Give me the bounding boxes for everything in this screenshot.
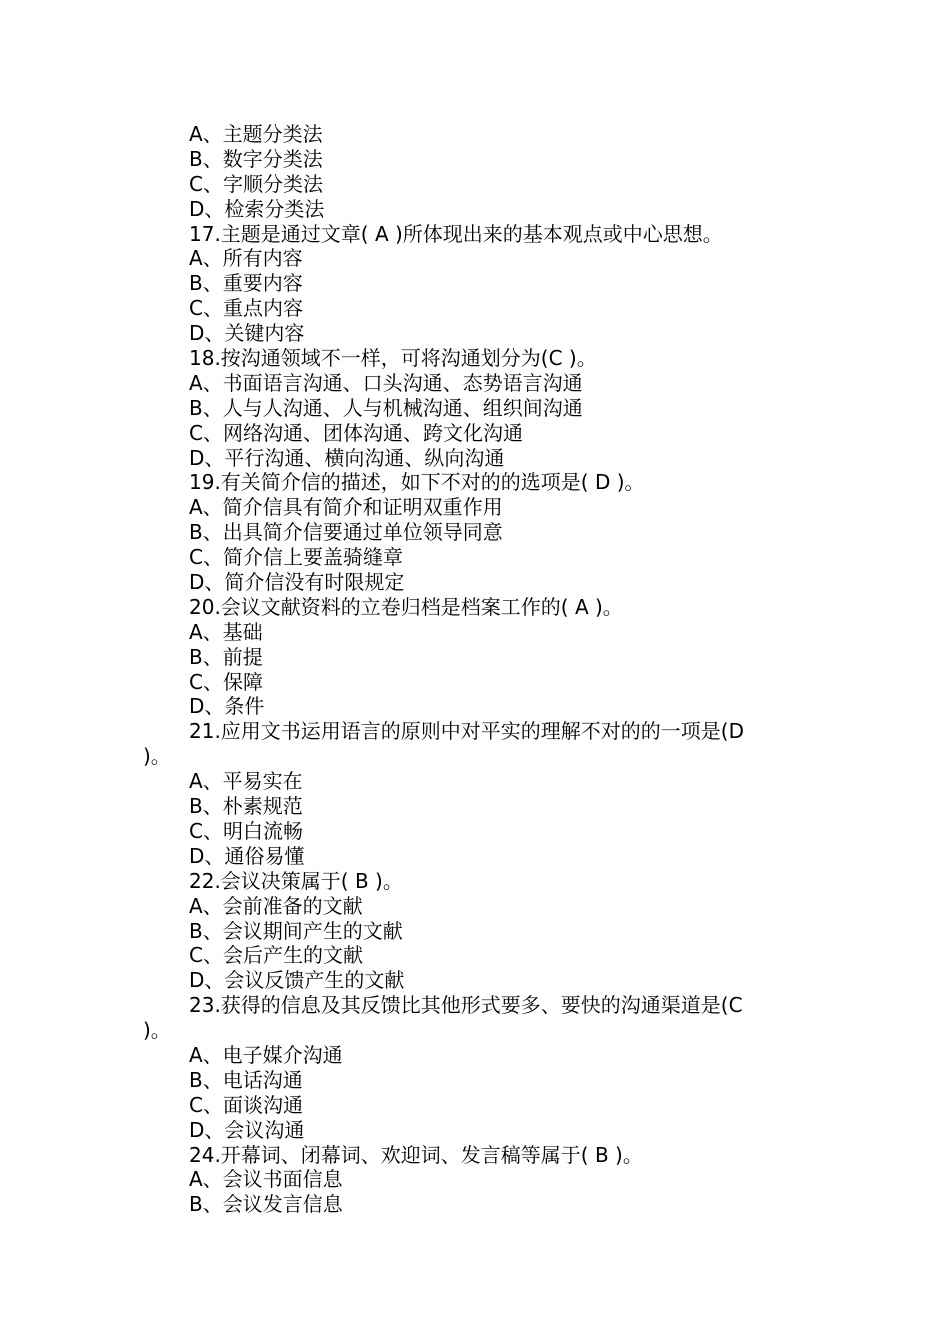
answer-option: D、关键内容 xyxy=(189,321,305,346)
answer-option: B、会议期间产生的文献 xyxy=(189,918,403,943)
answer-option: C、网络沟通、团体沟通、跨文化沟通 xyxy=(189,420,523,445)
answer-option: D、通俗易懂 xyxy=(189,843,305,868)
answer-option: D、简介信没有时限规定 xyxy=(189,570,405,595)
answer-option: B、数字分类法 xyxy=(189,146,323,171)
answer-option: D、条件 xyxy=(189,694,265,719)
answer-option: A、简介信具有简介和证明双重作用 xyxy=(189,495,503,520)
answer-option: C、保障 xyxy=(189,669,263,694)
question-text-continuation: )。 xyxy=(143,1018,171,1043)
answer-option: A、主题分类法 xyxy=(189,122,323,146)
answer-option: A、电子媒介沟通 xyxy=(189,1042,343,1067)
answer-option: A、书面语言沟通、口头沟通、态势语言沟通 xyxy=(189,370,583,395)
document-page xyxy=(0,122,950,1217)
answer-option: B、会议发言信息 xyxy=(189,1192,343,1217)
question-text-continuation: )。 xyxy=(143,744,171,769)
answer-option: B、出具简介信要通过单位领导同意 xyxy=(189,520,503,545)
question-text: 19.有关简介信的描述，如下不对的的选项是( D )。 xyxy=(189,470,645,495)
question-text: 18.按沟通领域不一样，可将沟通划分为(C )。 xyxy=(189,346,597,371)
answer-option: A、所有内容 xyxy=(189,246,303,271)
answer-option: A、平易实在 xyxy=(189,769,303,794)
answer-option: D、会议沟通 xyxy=(189,1117,305,1142)
answer-option: C、简介信上要盖骑缝章 xyxy=(189,545,403,570)
answer-option: A、会前准备的文献 xyxy=(189,893,363,918)
question-text: 20.会议文献资料的立卷归档是档案工作的( A )。 xyxy=(189,594,623,619)
answer-option: C、重点内容 xyxy=(189,296,303,321)
answer-option: B、重要内容 xyxy=(189,271,303,296)
answer-option: D、会议反馈产生的文献 xyxy=(189,968,405,993)
question-text: 22.会议决策属于( B )。 xyxy=(189,868,403,893)
question-text: 24.开幕词、闭幕词、欢迎词、发言稿等属于( B )。 xyxy=(189,1142,643,1167)
question-text: 23.获得的信息及其反馈比其他形式要多、要快的沟通渠道是(C xyxy=(189,993,743,1018)
answer-option: C、面谈沟通 xyxy=(189,1092,303,1117)
question-text: 17.主题是通过文章( A )所体现出来的基本观点或中心思想。 xyxy=(189,221,723,246)
answer-option: D、平行沟通、横向沟通、纵向沟通 xyxy=(189,445,505,470)
answer-option: D、检索分类法 xyxy=(189,196,325,221)
answer-option: B、朴素规范 xyxy=(189,794,303,819)
answer-option: A、会议书面信息 xyxy=(189,1167,343,1192)
answer-option: C、字顺分类法 xyxy=(189,171,323,196)
answer-option: C、明白流畅 xyxy=(189,818,303,843)
answer-option: A、基础 xyxy=(189,619,263,644)
answer-option: B、电话沟通 xyxy=(189,1067,303,1092)
answer-option: C、会后产生的文献 xyxy=(189,943,363,968)
question-text: 21.应用文书运用语言的原则中对平实的理解不对的的一项是(D xyxy=(189,719,745,744)
answer-option: B、人与人沟通、人与机械沟通、组织间沟通 xyxy=(189,395,583,420)
answer-option: B、前提 xyxy=(189,644,263,669)
